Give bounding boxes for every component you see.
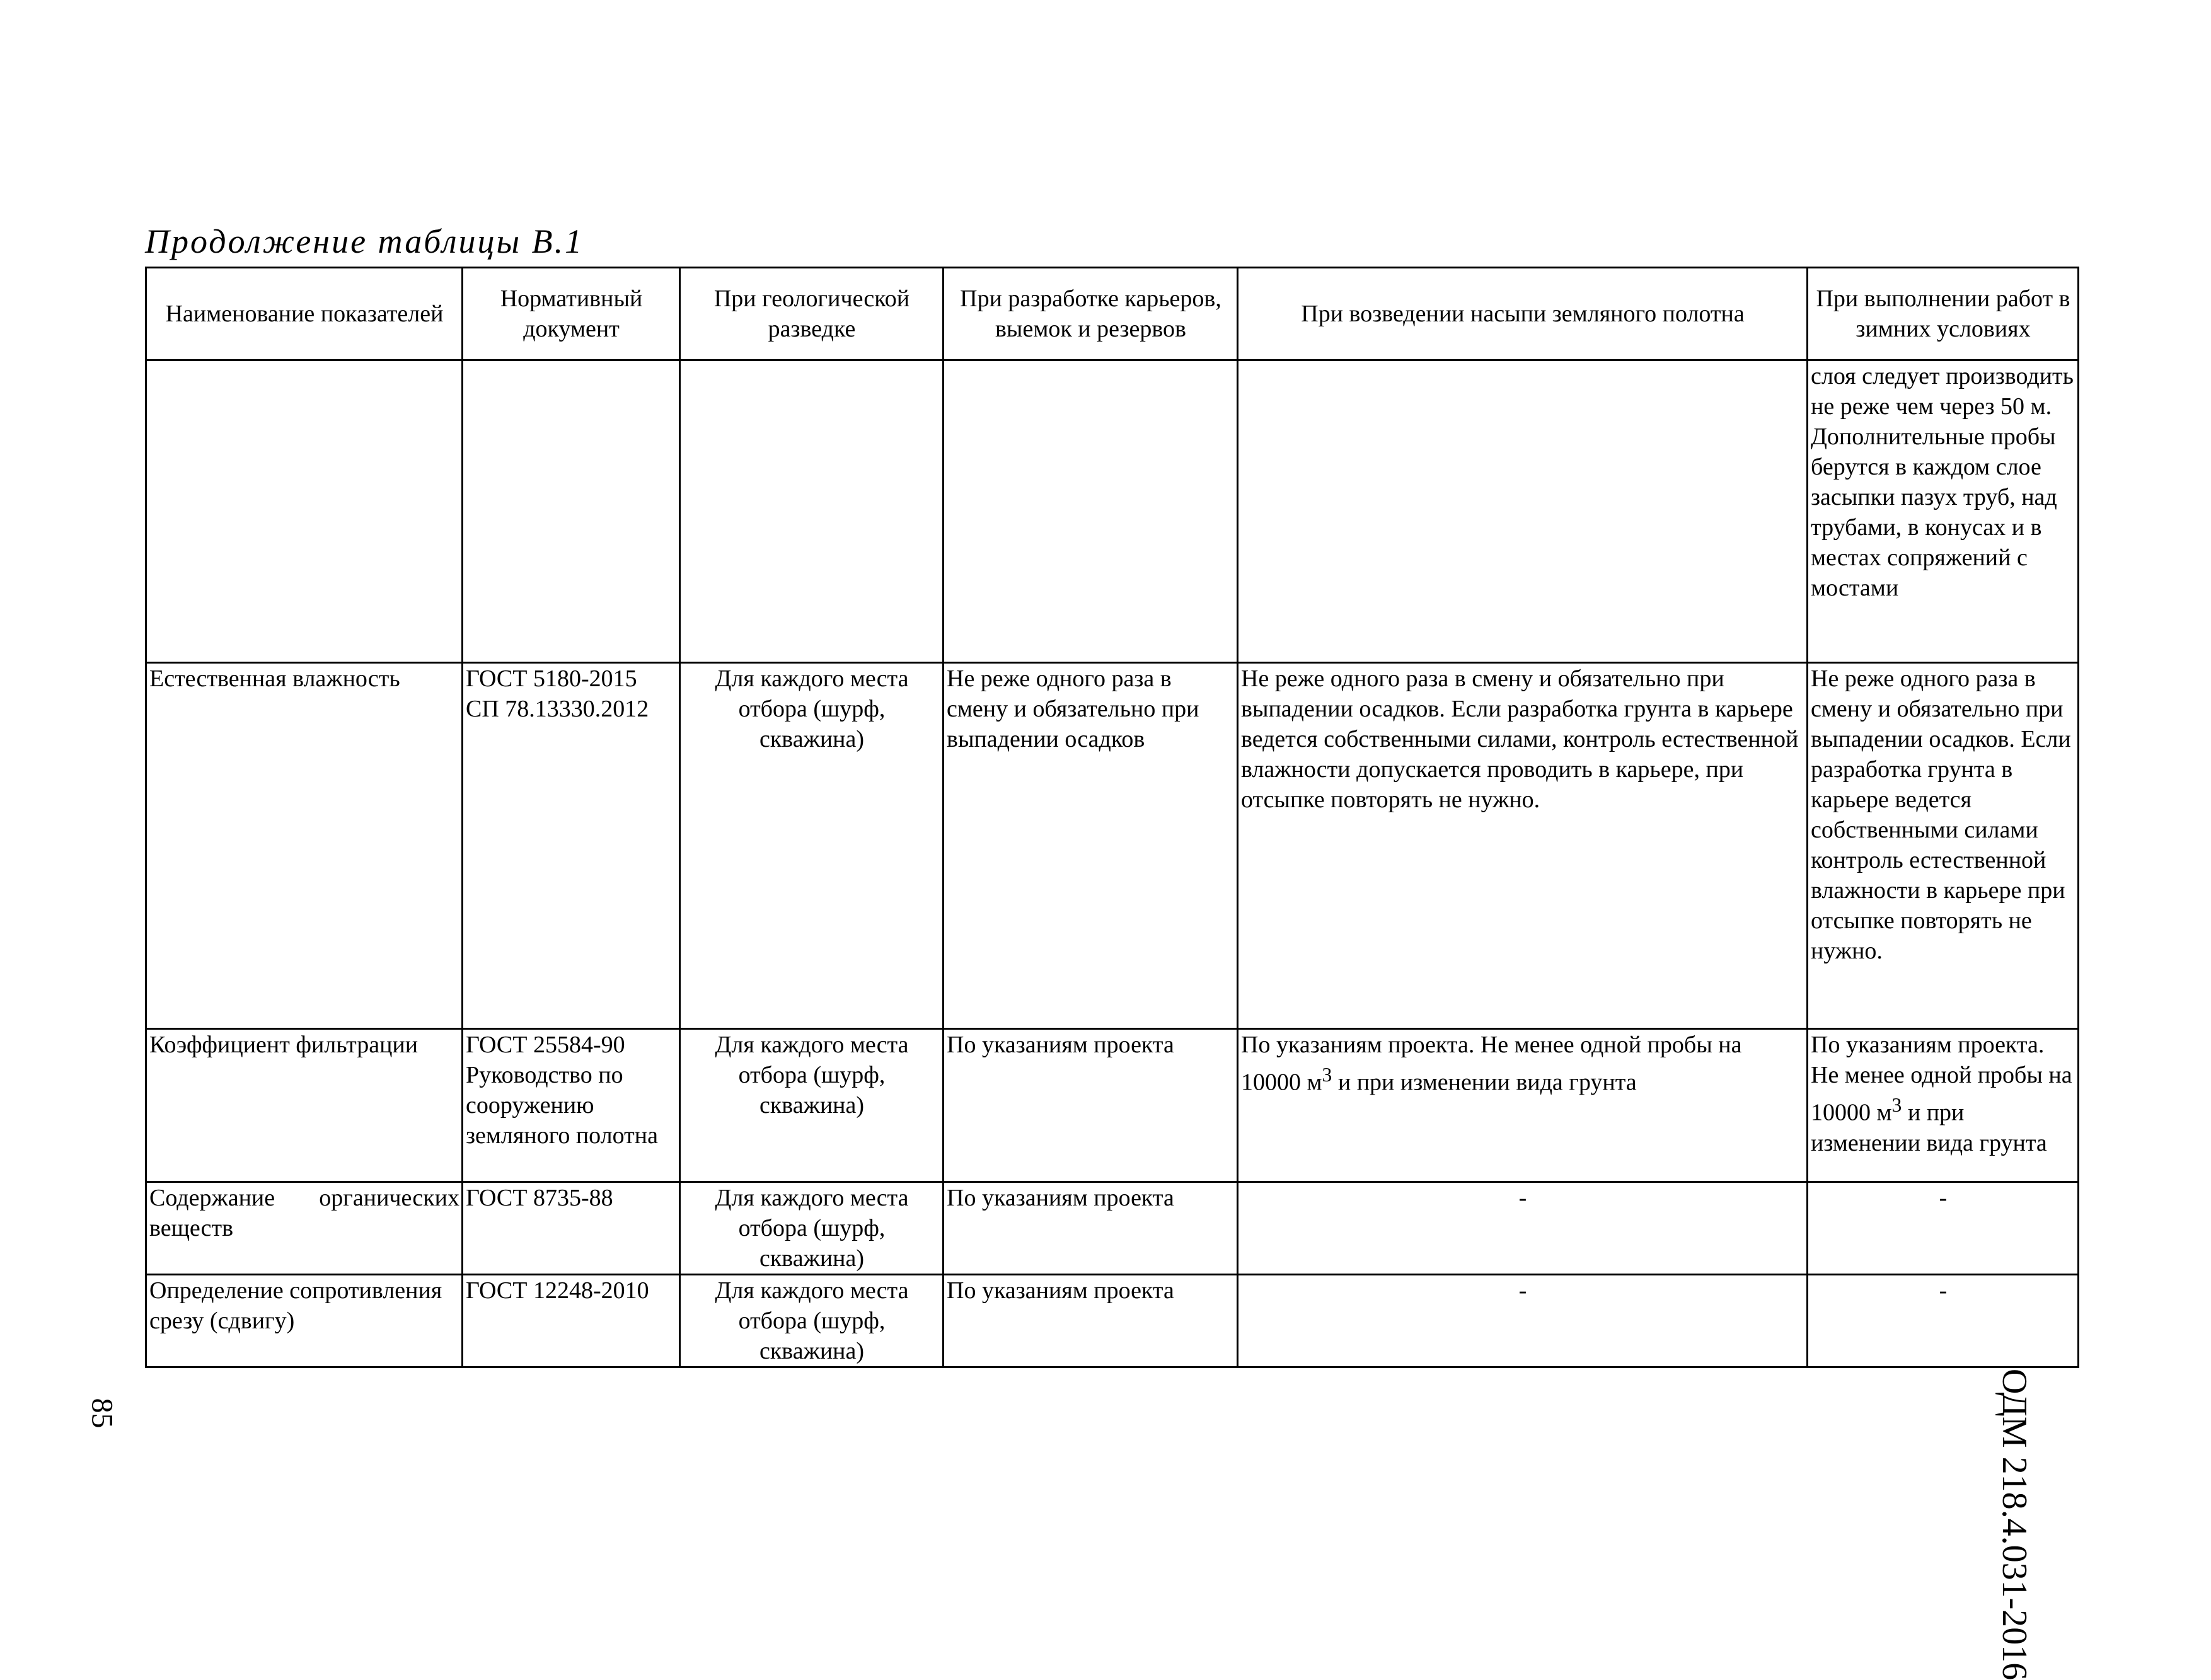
cell-name: Содержание органических веществ [146, 1182, 463, 1275]
table-caption: Продолжение таблицы В.1 [145, 222, 584, 260]
cell-embankment: Не реже одного раза в смену и обязательно при выпадении осадков. Если разработка грунта в карьере ведется собственными силами, контроль естественной влажности допускается проводить в карьере, при отсыпке повторять не нужно. [1238, 663, 1808, 1029]
header-winter: При выполнении работ в зимних условиях [1808, 268, 2079, 360]
embankment-text: По указаниям проекта. Не менее одной пробы на 10000 м [1241, 1032, 1742, 1096]
cell-document [463, 1029, 680, 1182]
cell-name: Определение сопротивления срезу (сдвигу) [146, 1275, 463, 1367]
cell-quarry: По указаниям проекта [944, 1182, 1238, 1275]
winter-text: По указаниям проекта. Не менее одной пробы на 10000 м [1811, 1032, 2072, 1126]
document-code: ОДМ 218.4.031-2016 [1995, 1369, 2034, 1680]
cell-winter: - [1808, 1182, 2079, 1275]
page-number: 85 [85, 1398, 119, 1429]
table-row [146, 360, 2079, 663]
cell-document [463, 360, 680, 663]
requirements-table [145, 267, 2079, 1368]
embankment-text: и при изменении вида грунта [1332, 1069, 1637, 1096]
cell-winter [1808, 1029, 2079, 1182]
header-embankment: При возведении насыпи земляного полотна [1238, 268, 1808, 360]
table-row [146, 1029, 2079, 1182]
cell-winter: Не реже одного раза в смену и обязательно при выпадении осадков. Если разработка грунта в карьере ведется собственными силами контроль естественной влажности в карьере при отсыпке повторять не нужно. [1808, 663, 2079, 1029]
header-document: Нормативный документ [463, 268, 680, 360]
cell-document: ГОСТ 12248-2010 [463, 1275, 680, 1367]
cell-embankment: - [1238, 1275, 1808, 1367]
cell-winter: - [1808, 1275, 2079, 1367]
cell-embankment: - [1238, 1182, 1808, 1275]
cell-document: ГОСТ 8735-88 [463, 1182, 680, 1275]
cell-geology: Для каждого места отбора (шурф, скважина) [680, 1029, 944, 1182]
cell-document [463, 663, 680, 1029]
cell-name: Естественная влажность [146, 663, 463, 1029]
cell-geology [680, 360, 944, 663]
cell-embankment [1238, 360, 1808, 663]
header-name: Наименование показателей [146, 268, 463, 360]
cell-quarry: Не реже одного раза в смену и обязательно при выпадении осадков [944, 663, 1238, 1029]
winter-text: и при изменении вида грунта [1811, 1099, 2047, 1156]
cell-embankment [1238, 1029, 1808, 1182]
document-line: ГОСТ 25584-90 [466, 1032, 625, 1058]
document-line: ГОСТ 5180-2015 [466, 665, 637, 692]
cell-geology: Для каждого места отбора (шурф, скважина) [680, 1182, 944, 1275]
table-header-row [146, 268, 2079, 360]
cell-name: Коэффициент фильтрации [146, 1029, 463, 1182]
header-geology: При геологической разведке [680, 268, 944, 360]
document-line: СП 78.13330.2012 [466, 696, 649, 722]
table-row [146, 1182, 2079, 1275]
table-row [146, 1275, 2079, 1367]
header-quarry: При разработке карьеров, выемок и резервов [944, 268, 1238, 360]
cell-geology: Для каждого места отбора (шурф, скважина) [680, 663, 944, 1029]
table-row [146, 663, 2079, 1029]
cell-winter: слоя следует производить не реже чем через 50 м. Дополнительные пробы берутся в каждом слое засыпки пазух труб, над трубами, в конусах и в местах сопряжений с мостами [1808, 360, 2079, 663]
document-line: Руководство по сооружению земляного полотна [466, 1062, 658, 1149]
cell-name [146, 360, 463, 663]
cell-quarry: По указаниям проекта [944, 1029, 1238, 1182]
superscript-unit: 3 [1322, 1064, 1332, 1086]
cell-quarry [944, 360, 1238, 663]
superscript-unit: 3 [1891, 1094, 1902, 1116]
cell-geology: Для каждого места отбора (шурф, скважина) [680, 1275, 944, 1367]
cell-quarry: По указаниям проекта [944, 1275, 1238, 1367]
